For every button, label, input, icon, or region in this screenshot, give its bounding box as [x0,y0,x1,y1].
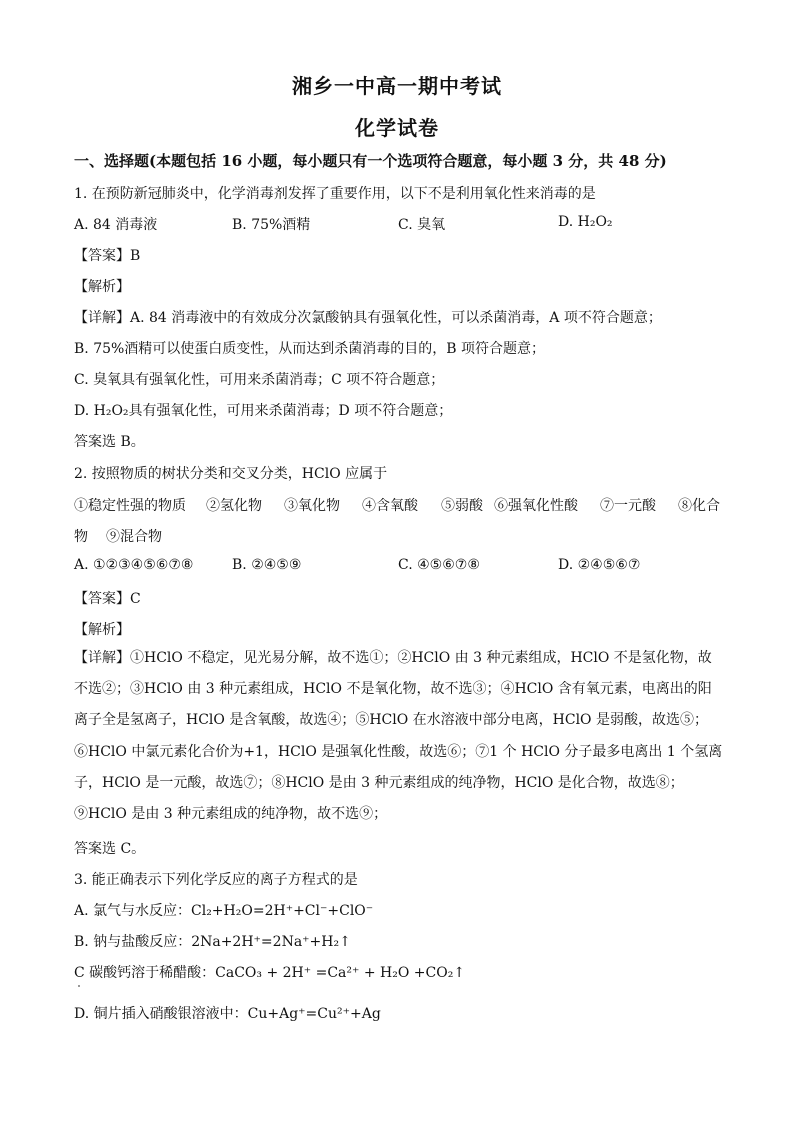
stray-dot [78,985,80,987]
q1-detail-line: B. 75%酒精可以使蛋白质变性，从而达到杀菌消毒的目的，B 项符合题意； [74,341,546,357]
q2-item: ⑧化合 [678,498,720,514]
question-1-stem: 1. 在预防新冠肺炎中，化学消毒剂发挥了重要作用，以下不是利用氧化性来消毒的是 [74,186,596,202]
q2-conclusion: 答案选 C。 [74,841,146,857]
q3-option-d: D. 铜片插入硝酸银溶液中：Cu+Ag⁺=Cu²⁺+Ag [74,1006,381,1022]
q1-option-a: A. 84 消毒液 [74,217,158,233]
q2-item: ⑨混合物 [106,529,162,545]
q1-analysis-label: 【解析】 [74,279,130,295]
page-title: 湘乡一中高一期中考试 [292,74,502,98]
q1-detail-line: D. H₂O₂具有强氧化性，可用来杀菌消毒；D 项不符合题意； [74,403,453,419]
q1-conclusion: 答案选 B。 [74,434,145,450]
q2-option-d: D. ②④⑤⑥⑦ [558,557,641,573]
q2-item: ⑤弱酸 [441,498,483,514]
q3-option-b: B. 钠与盐酸反应：2Na+2H⁺=2Na⁺+H₂↑ [74,934,351,950]
q3-option-a: A. 氯气与水反应：Cl₂+H₂O=2H⁺+Cl⁻+ClO⁻ [74,903,374,919]
q2-item: ⑥强氧化性酸 [494,498,578,514]
q1-detail-line: 【详解】A. 84 消毒液中的有效成分次氯酸钠具有强氧化性，可以杀菌消毒，A 项不符合题意； [74,310,662,326]
q2-item: ②氢化物 [206,498,262,514]
page-subtitle: 化学试卷 [355,116,439,140]
q2-option-b: B. ②④⑤⑨ [232,557,302,573]
q2-option-a: A. ①②③④⑤⑥⑦⑧ [74,557,194,573]
q2-option-c: C. ④⑤⑥⑦⑧ [398,557,480,573]
q2-item: ⑦一元酸 [600,498,656,514]
q3-option-c: C 碳酸钙溶于稀醋酸：CaCO₃ + 2H⁺ =Ca²⁺ + H₂O +CO₂↑ [74,965,466,981]
q2-item: ③氧化物 [284,498,340,514]
q2-item: ④含氧酸 [362,498,418,514]
q2-detail-paragraph: 【详解】①HClO 不稳定，见光易分解，故不选①；②HClO 由 3 种元素组成，HClO 不是氢化物，故不选②；③HClO 由 3 种元素组成，HClO 不是氧化物，故不选③；④HClO 含有氧元素，电离出的阳离子全是氢离子，HClO 是含氧酸，故选④；⑤HClO 在水溶液中部分电离，HClO 是弱酸，故选⑤；⑥HClO 中氯元素化合价为+1，HClO 是强氧化性酸，故选⑥；⑦1 个 HClO 分子最多电离出 1 个氢离子，HClO 是一元酸，故选⑦；⑧HClO 是由 3 种元素组成的纯净物，HClO 是化合物，故选⑧；⑨HClO 是由 3 种元素组成的纯净物，故不选⑨； [74,650,723,823]
q2-item: 物 [74,529,88,545]
q2-item: ①稳定性强的物质 [74,498,186,514]
question-2-stem: 2. 按照物质的树状分类和交叉分类，HClO 应属于 [74,466,388,482]
q2-answer: 【答案】C [74,591,141,607]
section-heading: 一、选择题(本题包括 16 小题，每小题只有一个选项符合题意，每小题 3 分，共 48 分) [74,152,667,170]
question-3-stem: 3. 能正确表示下列化学反应的离子方程式的是 [74,872,358,888]
q1-option-d: D. H₂O₂ [558,214,613,230]
q1-option-b: B. 75%酒精 [232,217,311,233]
q1-detail-line: C. 臭氧具有强氧化性，可用来杀菌消毒；C 项不符合题意； [74,372,445,388]
q2-analysis-label: 【解析】 [74,622,130,638]
q1-answer: 【答案】B [74,248,141,264]
q1-option-c: C. 臭氧 [398,217,446,233]
